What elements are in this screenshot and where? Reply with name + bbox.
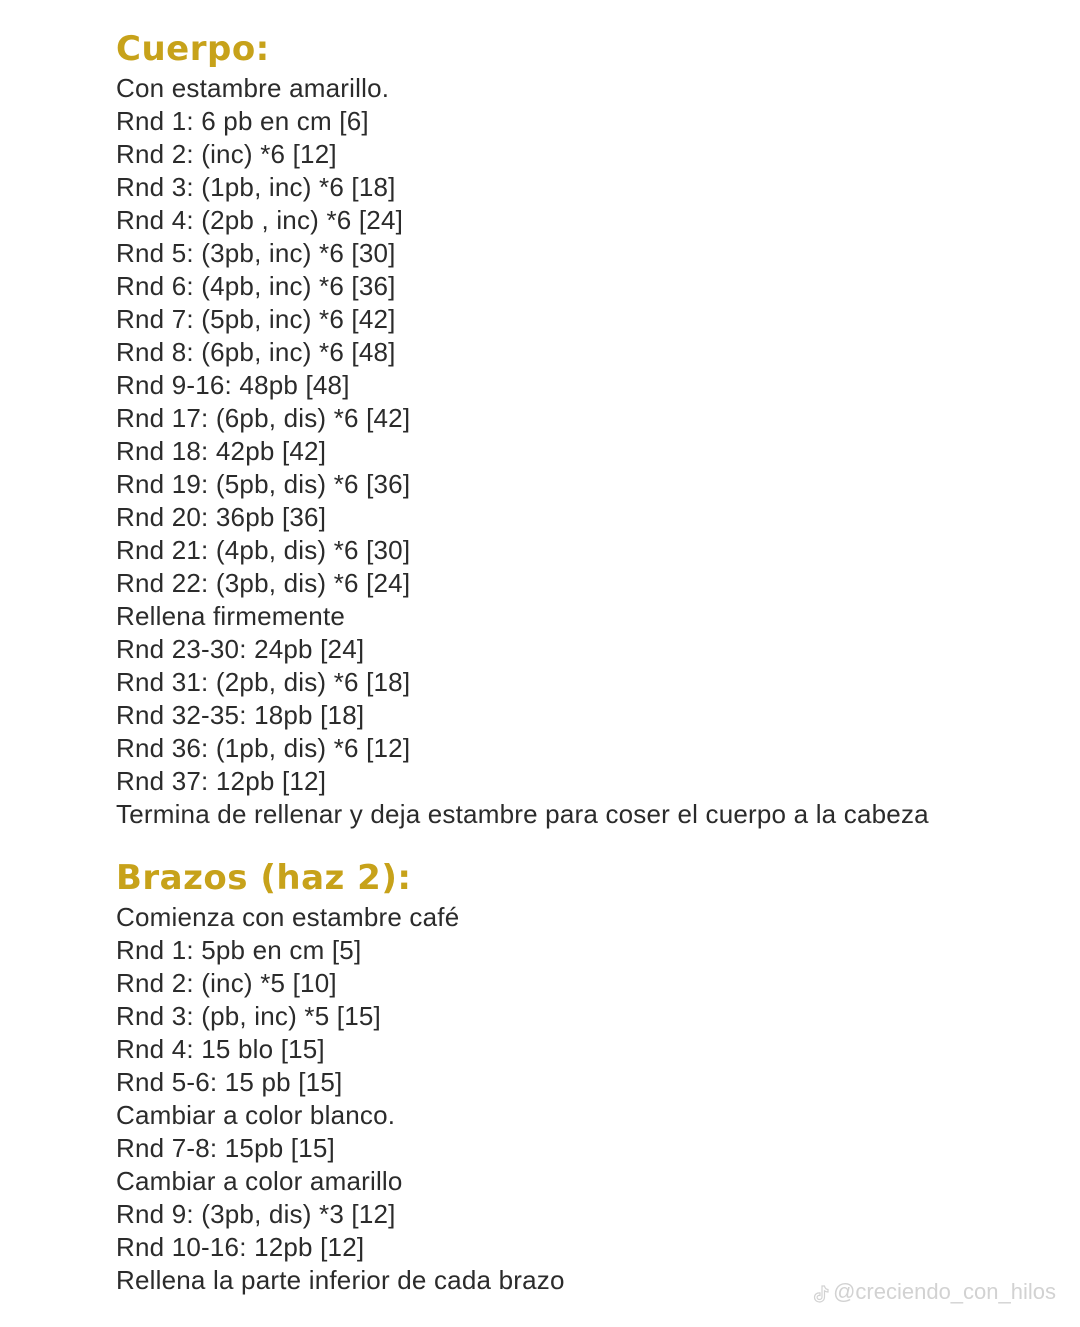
instruction-line: Termina de rellenar y deja estambre para coser el cuerpo a la cabeza (116, 799, 929, 829)
instruction-line: Rnd 9-16: 48pb [48] (116, 370, 350, 400)
tiktok-note-icon (813, 1283, 829, 1301)
instruction-line: Comienza con estambre café (116, 902, 460, 932)
instruction-line: Rnd 18: 42pb [42] (116, 436, 327, 466)
instruction-line: Rnd 3: (pb, inc) *5 [15] (116, 1001, 381, 1031)
watermark (813, 1279, 1056, 1305)
instruction-line: Rnd 5-6: 15 pb [15] (116, 1067, 343, 1097)
instruction-line: Rellena firmemente (116, 601, 346, 631)
section-title-brazos: Brazos (haz 2): (116, 858, 412, 898)
instruction-line: Rnd 7: (5pb, inc) *6 [42] (116, 304, 396, 334)
instruction-list-brazos (116, 901, 1056, 1297)
instruction-line: Rnd 37: 12pb [12] (116, 766, 327, 796)
instruction-line: Rnd 1: 5pb en cm [5] (116, 935, 362, 965)
instruction-line: Rnd 9: (3pb, dis) *3 [12] (116, 1199, 396, 1229)
instruction-line: Rnd 2: (inc) *5 [10] (116, 968, 337, 998)
instruction-line: Rnd 21: (4pb, dis) *6 [30] (116, 535, 411, 565)
instruction-line: Rnd 22: (3pb, dis) *6 [24] (116, 568, 411, 598)
section-brazos (116, 855, 1056, 1297)
instruction-line: Rnd 17: (6pb, dis) *6 [42] (116, 403, 411, 433)
instruction-list-cuerpo (116, 72, 1056, 831)
instruction-line: Rnd 4: (2pb , inc) *6 [24] (116, 205, 404, 235)
instruction-line: Rnd 7-8: 15pb [15] (116, 1133, 335, 1163)
instruction-line: Rnd 3: (1pb, inc) *6 [18] (116, 172, 396, 202)
instruction-line: Rnd 10-16: 12pb [12] (116, 1232, 365, 1262)
watermark-handle: @creciendo_con_hilos (833, 1279, 1056, 1304)
section-cuerpo (116, 26, 1056, 831)
section-title-cuerpo: Cuerpo: (116, 29, 270, 69)
instruction-line: Rnd 19: (5pb, dis) *6 [36] (116, 469, 411, 499)
instruction-line: Con estambre amarillo. (116, 73, 390, 103)
instruction-line: Rnd 5: (3pb, inc) *6 [30] (116, 238, 396, 268)
instruction-line: Rnd 6: (4pb, inc) *6 [36] (116, 271, 396, 301)
instruction-line: Cambiar a color amarillo (116, 1166, 403, 1196)
instruction-line: Cambiar a color blanco. (116, 1100, 396, 1130)
instruction-line: Rellena la parte inferior de cada brazo (116, 1265, 565, 1295)
instruction-line: Rnd 32-35: 18pb [18] (116, 700, 365, 730)
instruction-line: Rnd 20: 36pb [36] (116, 502, 327, 532)
instruction-line: Rnd 8: (6pb, inc) *6 [48] (116, 337, 396, 367)
instruction-line: Rnd 4: 15 blo [15] (116, 1034, 325, 1064)
pattern-document (116, 26, 1056, 1297)
instruction-line: Rnd 31: (2pb, dis) *6 [18] (116, 667, 411, 697)
instruction-line: Rnd 1: 6 pb en cm [6] (116, 106, 369, 136)
instruction-line: Rnd 23-30: 24pb [24] (116, 634, 365, 664)
instruction-line: Rnd 36: (1pb, dis) *6 [12] (116, 733, 411, 763)
instruction-line: Rnd 2: (inc) *6 [12] (116, 139, 337, 169)
